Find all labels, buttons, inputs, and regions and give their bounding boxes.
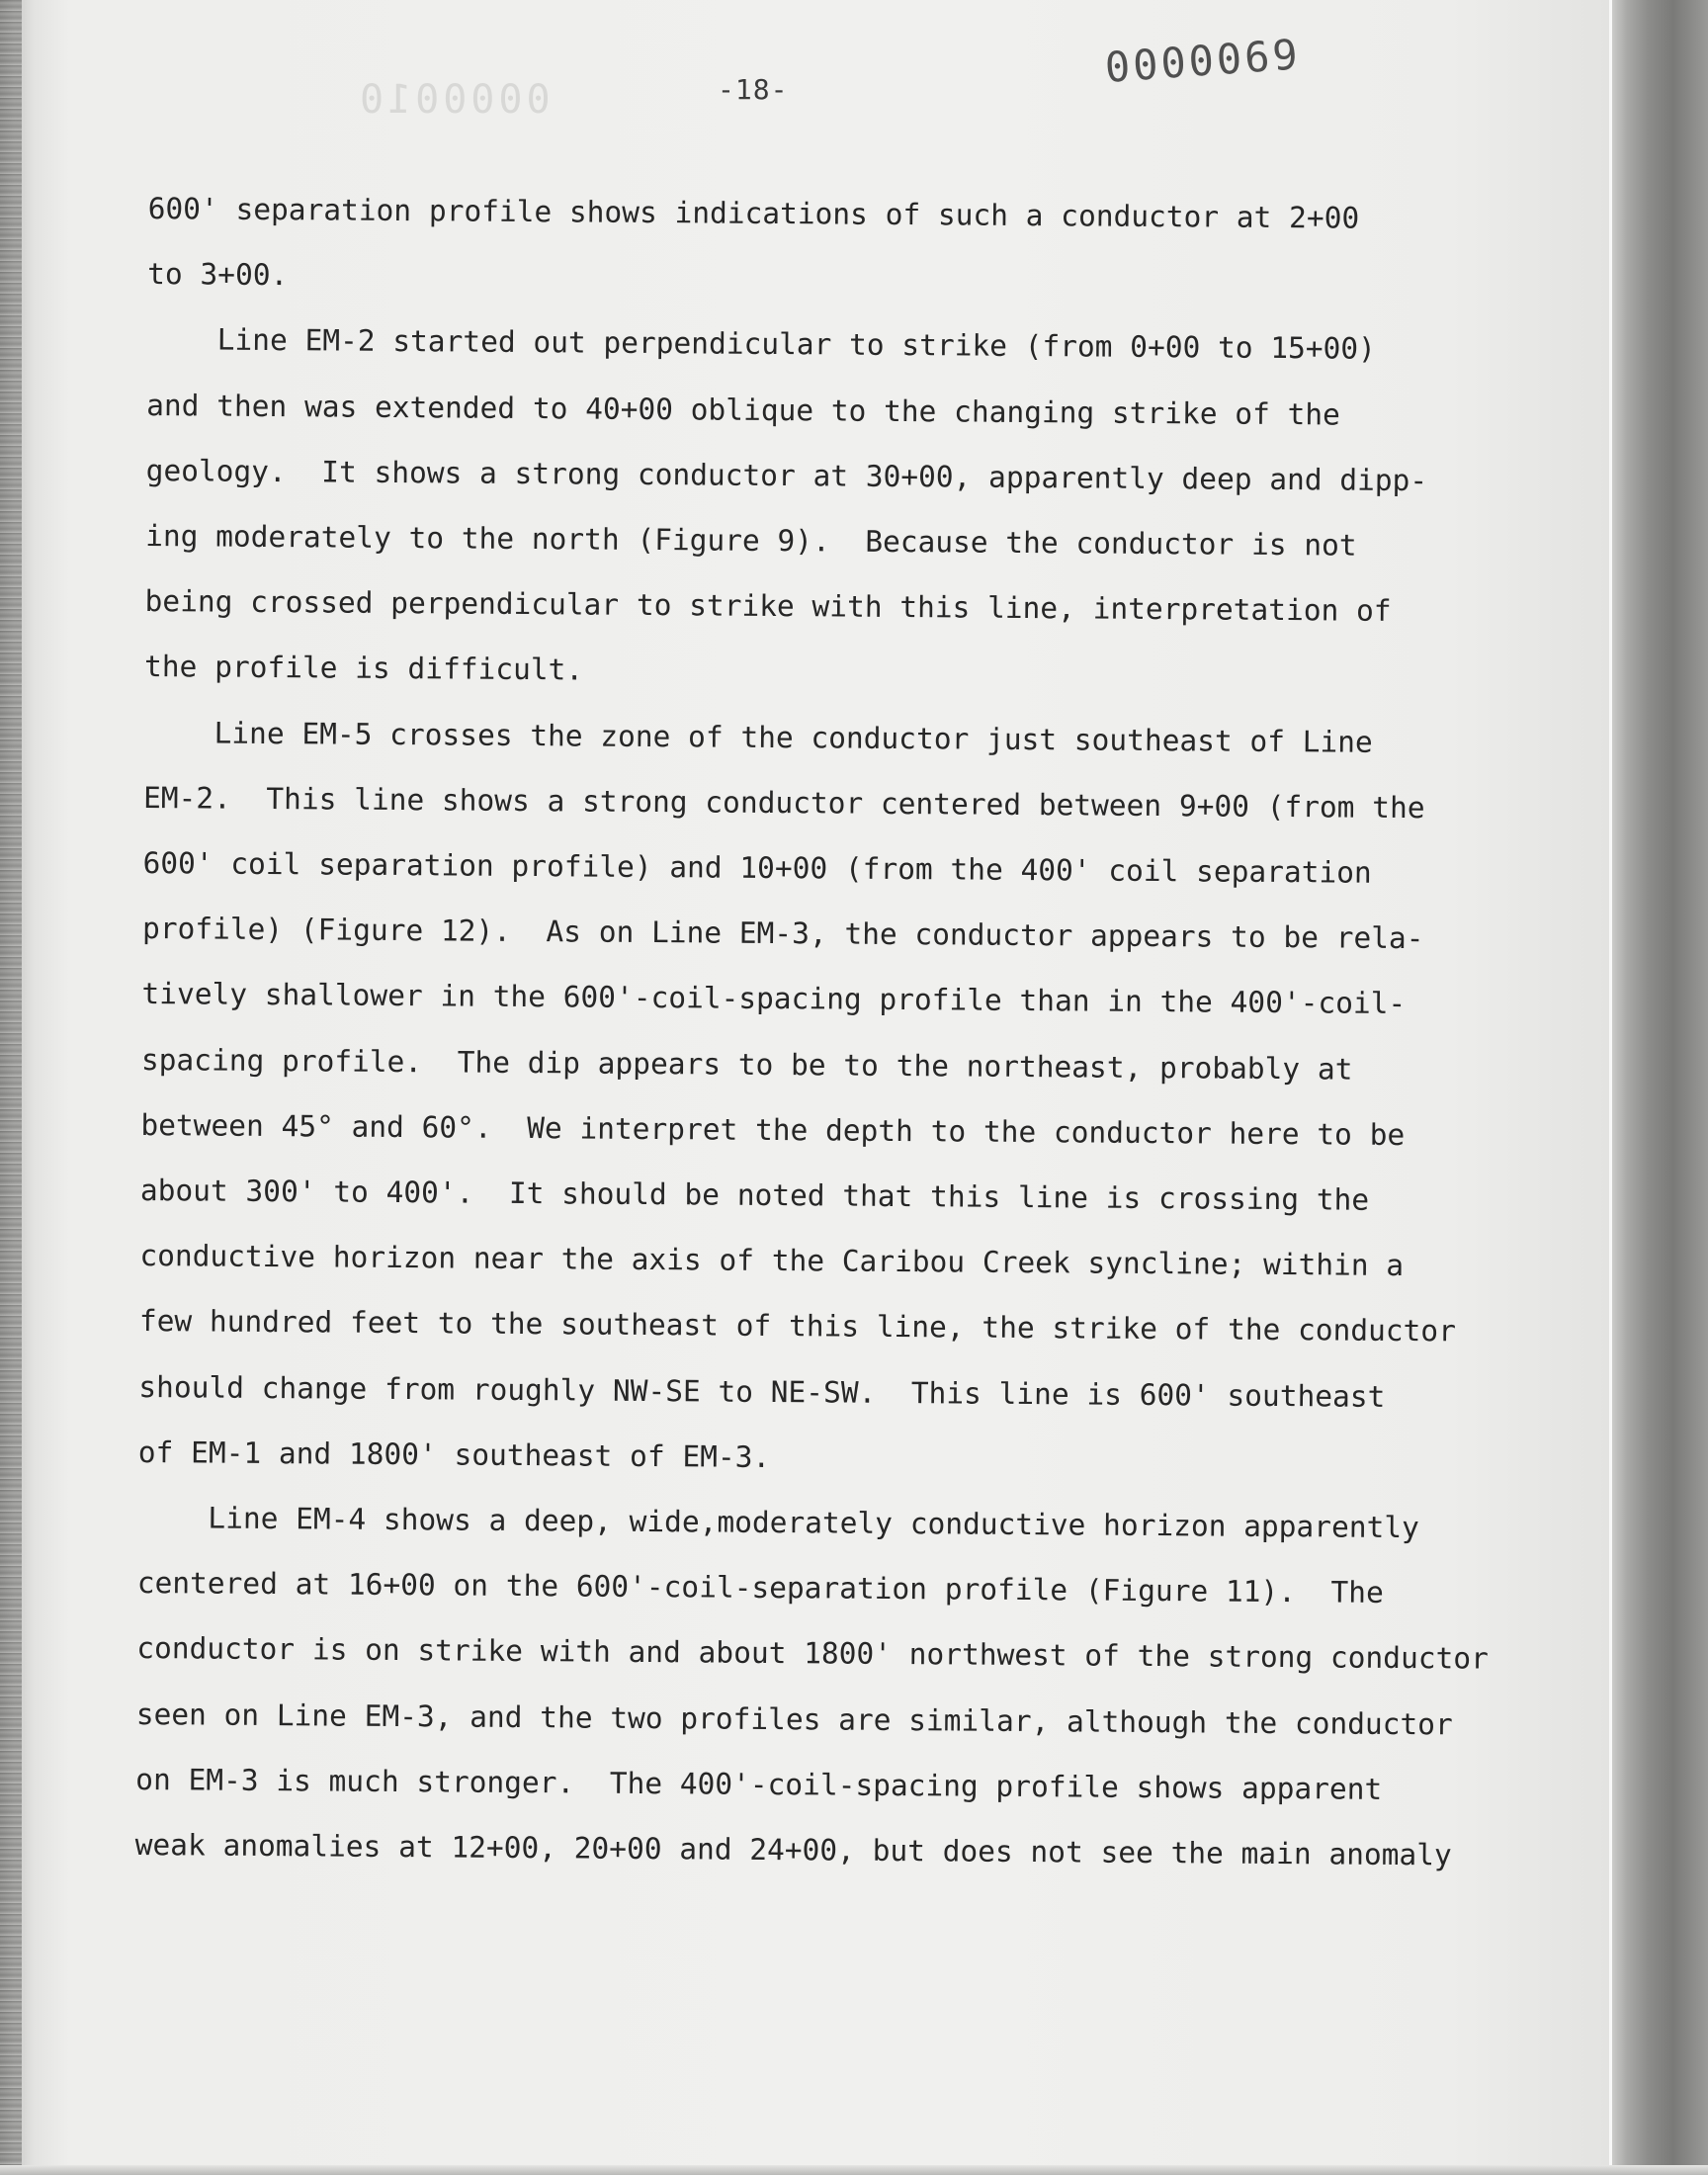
page-left-binding-edge <box>0 0 22 2175</box>
text-line: few hundred feet to the southeast of this line, the strike of the conductor <box>138 1304 1457 1348</box>
text-line: of EM-1 and 1800' southeast of EM-3. <box>137 1435 771 1474</box>
page-right-shadow <box>1609 0 1708 2175</box>
text-line: to 3+00. <box>147 257 289 293</box>
text-line: between 45° and 60°. We interpret the depth to the conductor here to be <box>140 1107 1406 1152</box>
text-line: Line EM-5 crosses the zone of the conductor just southeast of Line <box>143 715 1373 759</box>
paragraph-2 <box>143 306 1428 709</box>
bleed-through-stamp: 0000010 <box>356 77 551 123</box>
text-line: seen on Line EM-3, and the two profiles are similar, although the conductor <box>135 1696 1453 1742</box>
text-line: centered at 16+00 on the 600'-coil-separation profile (Figure 11). The <box>136 1566 1384 1610</box>
text-line: about 300' to 400'. It should be noted that this line is crossing the <box>139 1174 1370 1217</box>
text-line: being crossed perpendicular to strike with this line, interpretation of <box>144 584 1392 629</box>
text-line: EM-2. This line shows a strong conductor centered between 9+00 (from the <box>142 780 1425 825</box>
text-line: conductor is on strike with and about 1800' northwest of the strong conductor <box>136 1631 1489 1677</box>
text-line: spacing profile. The dip appears to be to the northeast, probably at <box>140 1042 1353 1087</box>
page-fold-line <box>1609 0 1612 2175</box>
text-line: ing moderately to the north (Figure 9). Because the conductor is not <box>145 519 1357 563</box>
paragraph-1 <box>147 176 1423 317</box>
document-number-stamp: 0000069 <box>1103 30 1303 92</box>
text-line: weak anomalies at 12+00, 20+00 and 24+00, but does not see the main anomaly <box>134 1828 1452 1872</box>
paragraph-3 <box>137 700 1457 1496</box>
text-line: and then was extended to 40+00 oblique to the changing strike of the <box>146 388 1340 432</box>
text-line: tively shallower in the 600'-coil-spacing profile than in the 400'-coil- <box>141 977 1407 1021</box>
text-line: 600' coil separation profile) and 10+00 (from the 400' coil separation <box>142 846 1372 890</box>
text-line: on EM-3 is much stronger. The 400'-coil-spacing profile shows apparent <box>135 1762 1383 1806</box>
text-line: Line EM-4 shows a deep, wide,moderately conductive horizon apparently <box>137 1501 1419 1545</box>
page-number: -18- <box>718 73 789 106</box>
text-line: conductive horizon near the axis of the Caribou Creek syncline; within a <box>139 1239 1405 1283</box>
text-line: should change from roughly NW-SE to NE-SW. This line is 600' southeast <box>138 1369 1386 1414</box>
text-line: the profile is difficult. <box>143 650 584 687</box>
paragraph-4 <box>134 1485 1489 1887</box>
body-text <box>134 176 1489 1887</box>
page-bottom-edge <box>0 2165 1708 2175</box>
text-line: geology. It shows a strong conductor at 30+00, apparently deep and dipp- <box>145 453 1428 497</box>
text-line: Line EM-2 started out perpendicular to strike (from 0+00 to 15+00) <box>146 322 1377 367</box>
text-line: 600' separation profile shows indications of such a conductor at 2+00 <box>147 191 1360 235</box>
text-line: profile) (Figure 12). As on Line EM-3, the conductor appears to be rela- <box>141 912 1424 956</box>
